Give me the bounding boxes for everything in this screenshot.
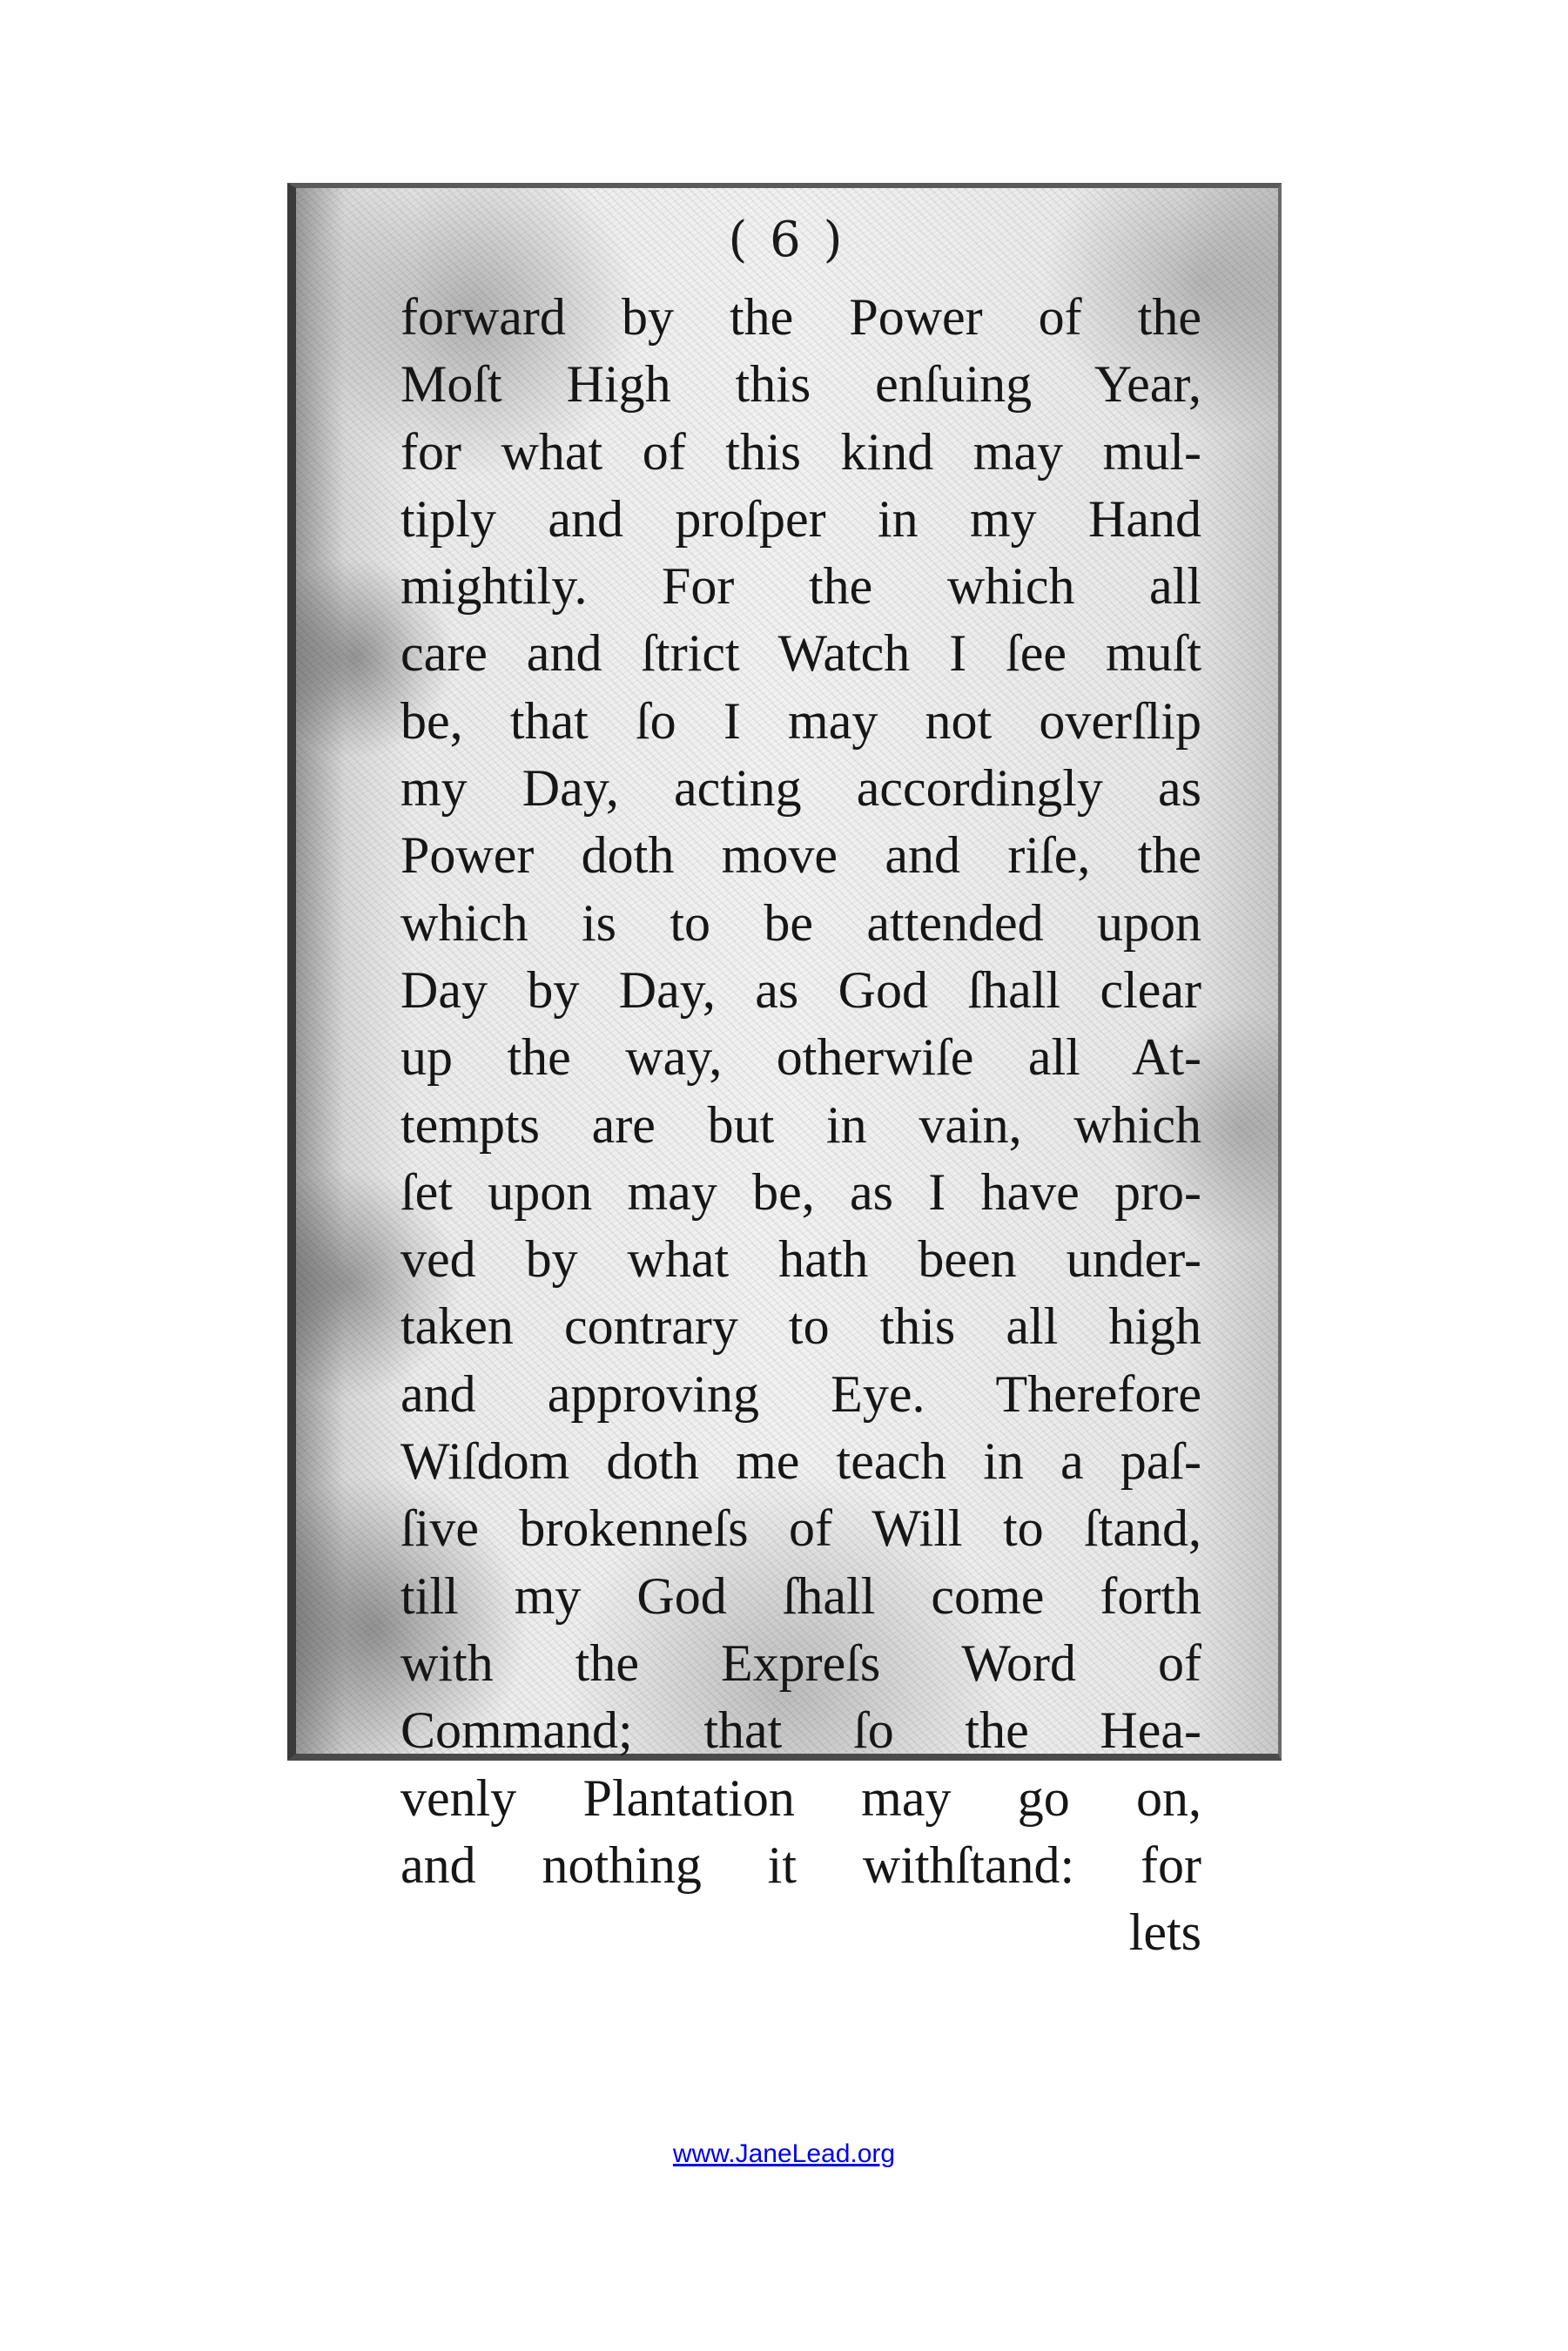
text-line: Moſt High this enſuing Year, (400, 355, 1201, 414)
catchword: lets (1128, 1903, 1201, 1962)
text-line: and nothing it withſtand: for (400, 1836, 1201, 1894)
scanned-page (287, 183, 1282, 1962)
text-line: Day by Day, as God ſhall clear (400, 960, 1201, 1019)
text-line: which is to be attended upon (400, 893, 1201, 952)
text-line: care and ſtrict Watch I ſee muſt (400, 624, 1201, 683)
text-line: with the Expreſs Word of (400, 1634, 1201, 1692)
page-number: ( 6 ) (728, 212, 846, 268)
text-line: ſive brokenneſs of Will to ſtand, (400, 1499, 1201, 1558)
text-line: be, that ſo I may not overſlip (400, 691, 1201, 750)
text-line: Power doth move and riſe, the (400, 826, 1201, 885)
text-line: taken contrary to this all high (400, 1297, 1201, 1356)
text-line: Command; that ſo the Hea- (400, 1701, 1201, 1760)
text-line: venly Plantation may go on, (400, 1768, 1201, 1827)
text-line: till my God ſhall come forth (400, 1566, 1201, 1625)
text-line: ſet upon may be, as I have pro- (400, 1162, 1201, 1221)
text-line: up the way, otherwiſe all At- (400, 1028, 1201, 1087)
website-link[interactable]: www.JaneLead.org (672, 2139, 896, 2168)
text-line: and approving Eye. Therefore (400, 1364, 1201, 1423)
body-text (400, 284, 1201, 1966)
text-line: for what of this kind may mul- (400, 422, 1201, 481)
text-line: my Day, acting accordingly as (400, 759, 1201, 818)
text-line: tempts are but in vain, which (400, 1095, 1201, 1154)
text-line: ved by what hath been under- (400, 1230, 1201, 1289)
text-line: mightily. For the which all (400, 557, 1201, 616)
text-line: tiply and proſper in my Hand (400, 489, 1201, 548)
text-line: forward by the Power of the (400, 288, 1201, 346)
text-line: Wiſdom doth me teach in a paſ- (400, 1432, 1201, 1491)
